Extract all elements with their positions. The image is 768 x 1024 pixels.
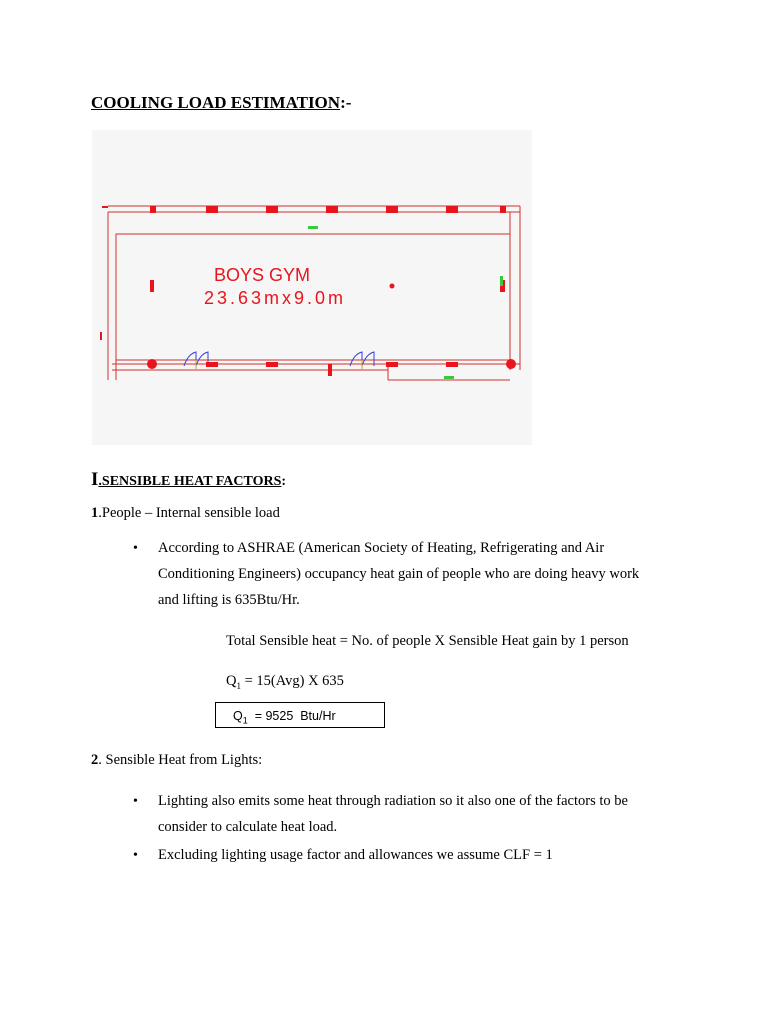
bullet-line: and lifting is 635Btu/Hr.	[158, 592, 300, 608]
bullet-line: Lighting also emits some heat through radiation so it also one of the factors to be	[158, 793, 628, 809]
item-label: .People – Internal sensible load	[98, 505, 280, 521]
bullet-text	[158, 535, 718, 613]
room-name: BOYS GYM	[214, 265, 311, 285]
item-label: . Sensible Heat from Lights:	[98, 752, 263, 768]
floor-plan-image	[92, 130, 532, 445]
section-number: I	[91, 469, 99, 490]
bullet-text	[158, 842, 718, 868]
q-sub: 1	[236, 680, 241, 691]
title-suffix: :-	[340, 93, 352, 112]
bullet-dot: •	[133, 848, 138, 863]
q1-expression	[226, 668, 344, 699]
q-expr: = 15(Avg) X 635	[240, 673, 344, 689]
section-dot: .	[98, 474, 102, 489]
formula-line: Total Sensible heat = No. of people X Sensible Heat gain by 1 person	[226, 633, 629, 649]
bullet-line: Conditioning Engineers) occupancy heat gain of people who are doing heavy work	[158, 566, 640, 582]
q-symbol: Q	[226, 673, 237, 689]
section-title: SENSIBLE HEAT FACTORS	[101, 474, 282, 489]
bullet-line: According to ASHRAE (American Society of Heating, Refrigerating and Air	[158, 540, 605, 556]
bullet-line: consider to calculate heat load.	[158, 819, 338, 835]
result-value: = 9525 Btu/Hr	[247, 709, 336, 723]
item-2-heading	[91, 747, 262, 773]
item-number: 2	[91, 752, 99, 768]
item-1-heading	[91, 500, 280, 526]
title-text: COOLING LOAD ESTIMATION	[91, 93, 341, 112]
result-box	[215, 702, 385, 728]
room-size: 23.63mx9.0m	[204, 288, 347, 308]
bullet-dot: •	[133, 794, 138, 809]
section-colon: :	[281, 474, 287, 489]
item-number: 1	[91, 505, 99, 521]
result-symbol: Q	[233, 709, 243, 723]
bullet-line: Excluding lighting usage factor and allowances we assume CLF = 1	[158, 847, 553, 863]
result-sub: 1	[242, 715, 248, 726]
section-heading	[91, 469, 286, 491]
bullet-dot: •	[133, 541, 138, 556]
bullet-text	[158, 788, 718, 840]
page-title	[91, 93, 351, 113]
